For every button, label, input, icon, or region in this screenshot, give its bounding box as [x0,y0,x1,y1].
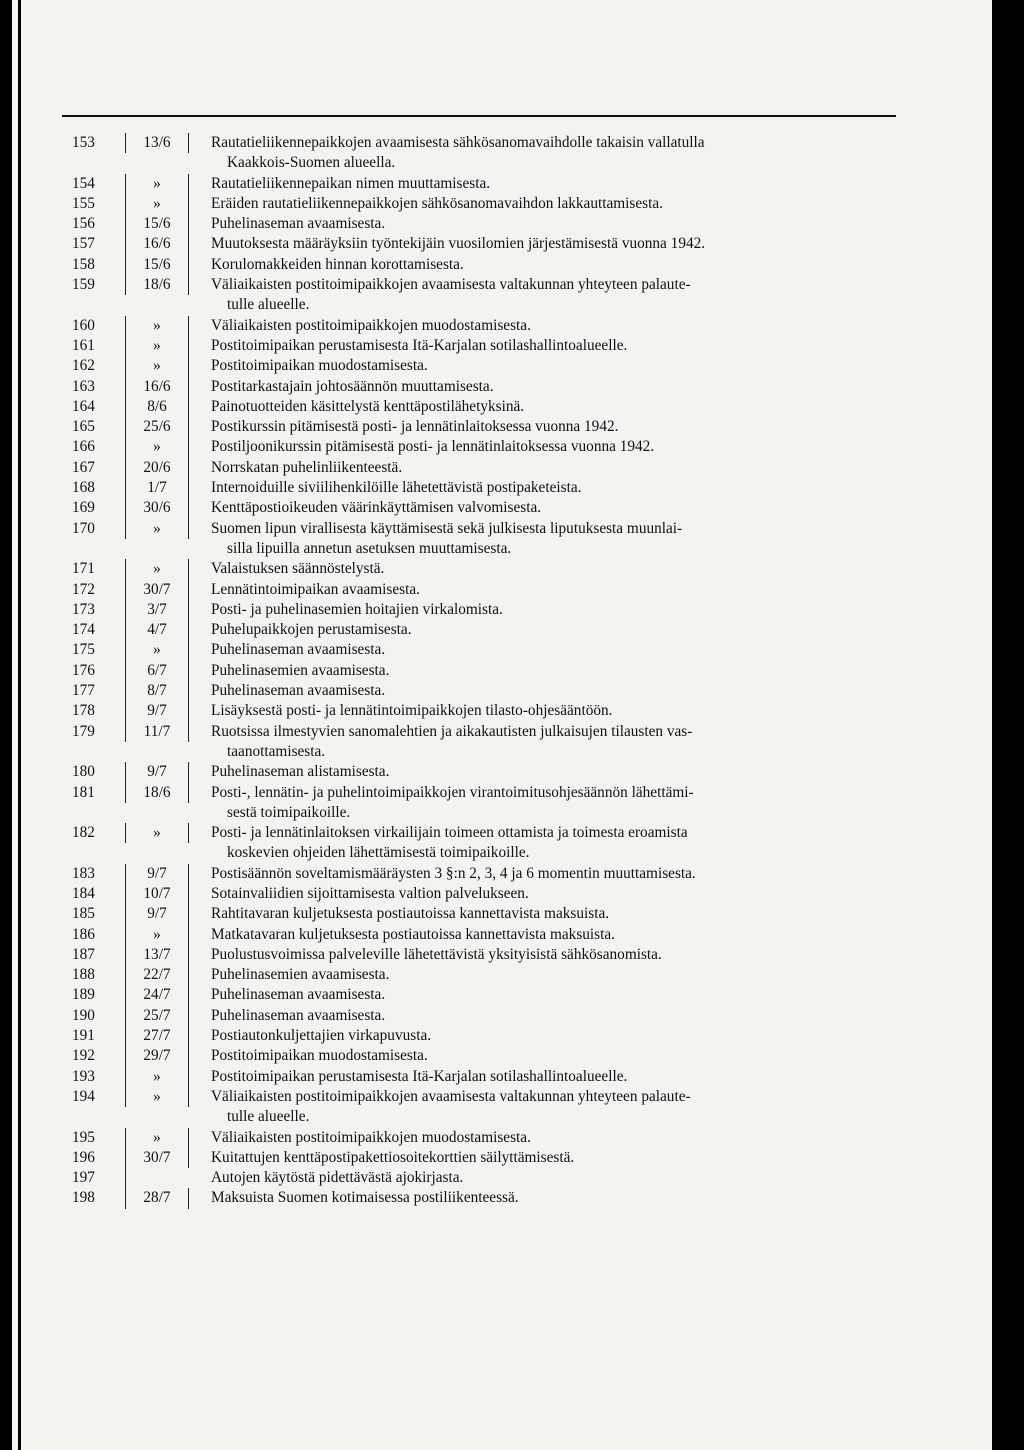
entry-description [189,783,882,824]
entry-row [62,255,882,275]
entry-number: 171 [62,559,126,579]
entry-description [189,1168,882,1188]
entry-row [62,316,882,336]
entry-date: 18/6 [126,783,189,803]
entry-number: 157 [62,234,126,254]
entry-description [189,356,882,376]
entry-description [189,965,882,985]
entry-description [189,336,882,356]
entry-number: 155 [62,194,126,214]
entry-row [62,600,882,620]
entry-description [189,945,882,965]
entry-number: 195 [62,1128,126,1148]
entry-description [189,762,882,782]
entry-number: 187 [62,945,126,965]
entry-description [189,1128,882,1148]
entry-description [189,194,882,214]
entry-number: 159 [62,275,126,295]
entry-text: Valaistuksen säännöstelystä. [211,560,385,578]
entry-text: Puhelinaseman avaamisesta. [211,682,386,700]
top-rule [62,115,896,117]
entry-description [189,661,882,681]
entry-text: Sotainvaliidien sijoittamisesta valtion palvelukseen. [211,884,529,902]
entry-row [62,458,882,478]
entry-number: 181 [62,783,126,803]
entry-number: 177 [62,681,126,701]
entry-row [62,478,882,498]
entry-date: 13/7 [126,945,189,965]
entry-description [189,1188,882,1208]
entry-row [62,985,882,1005]
entry-row [62,1006,882,1026]
entry-text-continued: sestä toimipaikoille. [227,803,351,821]
entry-description [189,681,882,701]
entry-date: 9/7 [126,701,189,721]
entry-number: 168 [62,478,126,498]
entry-description [189,1067,882,1087]
entry-row [62,640,882,660]
entry-text: Rautatieliikennepaikan nimen muuttamisesta. [211,174,491,192]
entry-date: 10/7 [126,884,189,904]
entry-text: Kuitattujen kenttäpostipakettiosoitekorttien säilyttämisestä. [211,1148,575,1166]
entry-description [189,1006,882,1026]
entry-number: 167 [62,458,126,478]
entry-text: Muutoksesta määräyksiin työntekijäin vuosilomien järjestämisestä vuonna 1942. [211,235,706,253]
entry-text: Väliaikaisten postitoimipaikkojen muodostamisesta. [211,1128,531,1146]
entry-date: 30/7 [126,580,189,600]
entry-date: 16/6 [126,377,189,397]
entry-date: 4/7 [126,620,189,640]
entry-number: 161 [62,336,126,356]
entry-number: 188 [62,965,126,985]
entry-description [189,701,882,721]
entry-row [62,194,882,214]
entry-row [62,1128,882,1148]
entry-date: » [126,519,189,539]
entry-number: 189 [62,985,126,1005]
entry-date: 24/7 [126,985,189,1005]
entry-number: 180 [62,762,126,782]
entry-description [189,417,882,437]
entry-row [62,174,882,194]
entry-row [62,356,882,376]
entry-description [189,275,882,316]
entry-description [189,1026,882,1046]
entry-text: Korulomakkeiden hinnan korottamisesta. [211,255,464,273]
entry-row [62,1168,882,1188]
entry-text: Lennätintoimipaikan avaamisesta. [211,580,420,598]
entry-date: » [126,559,189,579]
entry-date: » [126,640,189,660]
entry-row [62,437,882,457]
entry-number: 156 [62,214,126,234]
entry-description [189,985,882,1005]
entry-text: Kenttäpostioikeuden väärinkäyttämisen valvomisesta. [211,499,542,517]
entry-text: Rautatieliikennepaikkojen avaamisesta sähkösanomavaihdolle takaisin vallatulla [211,134,705,151]
scan-edge-left [18,0,21,1450]
entry-number: 190 [62,1006,126,1026]
entry-description [189,174,882,194]
entry-row [62,377,882,397]
entry-text: Puhelinasemien avaamisesta. [211,661,390,679]
entry-description [189,620,882,640]
entry-description [189,640,882,660]
entry-date: » [126,1067,189,1087]
entry-date: 28/7 [126,1188,189,1208]
entry-row [62,1046,882,1066]
entry-date: 16/6 [126,234,189,254]
entry-description [189,864,882,884]
entry-row [62,580,882,600]
entry-text: Puhelinasemien avaamisesta. [211,966,390,984]
entry-text: Postitoimipaikan perustamisesta Itä-Karjalan sotilashallintoalueelle. [211,1067,628,1085]
entry-text: Rahtitavaran kuljetuksesta postiautoissa kannettavista maksuista. [211,905,610,923]
entry-number: 193 [62,1067,126,1087]
entry-date: » [126,925,189,945]
entry-date: 6/7 [126,661,189,681]
entry-number: 198 [62,1188,126,1208]
entry-number: 197 [62,1168,126,1188]
entry-row [62,275,882,316]
entry-text: Postisäännön soveltamismääräysten 3 §:n 2, 3, 4 ja 6 momentin muuttamisesta. [211,864,696,882]
entry-description [189,377,882,397]
entry-text-continued: taanottamisesta. [227,742,326,760]
entry-date: » [126,194,189,214]
entry-number: 182 [62,823,126,843]
entry-number: 194 [62,1087,126,1107]
entry-date: 15/6 [126,255,189,275]
entry-number: 153 [62,133,126,153]
entry-row [62,864,882,884]
entry-description [189,1148,882,1168]
entry-text: Puhelinaseman avaamisesta. [211,1006,386,1024]
entry-text: Väliaikaisten postitoimipaikkojen avaamisesta valtakunnan yhteyteen palaute- [211,1087,691,1105]
entry-date: 25/7 [126,1006,189,1026]
entry-row [62,397,882,417]
entry-text: Posti- ja lennätinlaitoksen virkailijain toimeen ottamista ja toimesta eroamista [211,824,688,842]
entry-date: 18/6 [126,275,189,295]
entry-number: 165 [62,417,126,437]
entry-number: 158 [62,255,126,275]
scan-edge-right [1000,0,1003,1450]
entry-description [189,133,882,174]
entry-date: 30/6 [126,498,189,518]
entry-text: Puhelinaseman avaamisesta. [211,215,386,233]
entry-number: 162 [62,356,126,376]
entry-text: Matkatavaran kuljetuksesta postiautoissa kannettavista maksuista. [211,925,615,943]
entry-date: » [126,356,189,376]
entry-text: Posti- ja puhelinasemien hoitajien virkalomista. [211,600,503,618]
entry-row [62,904,882,924]
entry-row [62,762,882,782]
entry-date: 27/7 [126,1026,189,1046]
entry-row [62,234,882,254]
entry-row [62,722,882,763]
entry-date: 11/7 [126,722,189,742]
entry-text-continued: silla lipuilla annetun asetuksen muuttamisesta. [227,539,512,557]
entry-description [189,437,882,457]
entry-text-continued: tulle alueelle. [227,1108,310,1126]
entry-text-continued: tulle alueelle. [227,296,310,314]
entry-description [189,559,882,579]
entry-date: 8/7 [126,681,189,701]
entry-number: 170 [62,519,126,539]
entry-row [62,1026,882,1046]
entry-row [62,620,882,640]
entry-date: 29/7 [126,1046,189,1066]
entry-row [62,133,882,174]
entry-text: Ruotsissa ilmestyvien sanomalehtien ja aikakautisten julkaisujen tilausten vas- [211,722,693,740]
entry-description [189,234,882,254]
entry-number: 186 [62,925,126,945]
entry-table [62,133,882,1209]
entry-number: 172 [62,580,126,600]
entry-number: 179 [62,722,126,742]
entry-text: Painotuotteiden käsittelystä kenttäpostilähetyksinä. [211,397,525,415]
entry-number: 160 [62,316,126,336]
entry-row [62,498,882,518]
entry-row [62,336,882,356]
entry-description [189,904,882,924]
entry-date: 1/7 [126,478,189,498]
entry-text-continued: koskevien ohjeiden lähettämisestä toimipaikoille. [227,844,530,862]
entry-date: » [126,1128,189,1148]
entry-text: Autojen käytöstä pidettävästä ajokirjasta. [211,1169,464,1187]
entry-text: Puhelinaseman avaamisesta. [211,986,386,1004]
entry-description [189,316,882,336]
entry-row [62,884,882,904]
entry-description [189,519,882,560]
entry-number: 184 [62,884,126,904]
entry-date: 9/7 [126,864,189,884]
entry-row [62,823,882,864]
entry-text-continued: Kaakkois-Suomen alueella. [227,154,396,172]
entry-row [62,925,882,945]
entry-number: 185 [62,904,126,924]
entry-text: Eräiden rautatieliikennepaikkojen sähkösanomavaihdon lakkauttamisesta. [211,194,663,212]
entry-row [62,965,882,985]
entry-number: 154 [62,174,126,194]
entry-number: 175 [62,640,126,660]
entry-description [189,255,882,275]
entry-text: Postikurssin pitämisestä posti- ja lennätinlaitoksessa vuonna 1942. [211,418,619,436]
entry-text: Lisäyksestä posti- ja lennätintoimipaikkojen tilasto-ohjesääntöön. [211,702,613,720]
entry-text: Väliaikaisten postitoimipaikkojen avaamisesta valtakunnan yhteyteen palaute- [211,276,691,294]
entry-date: » [126,174,189,194]
entry-description [189,925,882,945]
entry-row [62,214,882,234]
entry-text: Suomen lipun virallisesta käyttämisestä sekä julkisesta liputuksesta muunlai- [211,519,683,537]
entry-row [62,681,882,701]
entry-text: Puhelinaseman avaamisesta. [211,641,386,659]
entry-text: Postitoimipaikan perustamisesta Itä-Karjalan sotilashallintoalueelle. [211,336,628,354]
entry-description [189,214,882,234]
entry-date: 30/7 [126,1148,189,1168]
entry-description [189,722,882,763]
entry-row [62,661,882,681]
entry-description [189,1087,882,1128]
entry-text: Puhelinaseman alistamisesta. [211,763,390,781]
entry-number: 196 [62,1148,126,1168]
entry-number: 191 [62,1026,126,1046]
entry-date: 25/6 [126,417,189,437]
entry-number: 166 [62,437,126,457]
entry-date: 20/6 [126,458,189,478]
entry-text: Postitoimipaikan muodostamisesta. [211,357,428,375]
entry-number: 174 [62,620,126,640]
entry-text: Postitarkastajain johtosäännön muuttamisesta. [211,377,494,395]
entry-row [62,559,882,579]
entry-date: 8/6 [126,397,189,417]
entry-description [189,478,882,498]
entry-row [62,1148,882,1168]
entry-description [189,397,882,417]
entry-text: Norrskatan puhelinliikenteestä. [211,458,403,476]
entry-text: Postiautonkuljettajien virkapuvusta. [211,1027,432,1045]
entry-text: Postitoimipaikan muodostamisesta. [211,1047,428,1065]
entry-description [189,1046,882,1066]
entry-number: 173 [62,600,126,620]
entry-row [62,1067,882,1087]
entry-description [189,600,882,620]
entry-row [62,1188,882,1208]
entry-number: 178 [62,701,126,721]
entry-row [62,1087,882,1128]
entry-text: Puolustusvoimissa palveleville lähetettävistä yksityisistä sähkösanomista. [211,945,662,963]
entry-date: 22/7 [126,965,189,985]
entry-row [62,945,882,965]
entry-date: 15/6 [126,214,189,234]
entry-text: Postiljoonikurssin pitämisestä posti- ja lennätinlaitoksessa vuonna 1942. [211,438,655,456]
entry-date: » [126,336,189,356]
entry-date: 9/7 [126,904,189,924]
entry-text: Väliaikaisten postitoimipaikkojen muodostamisesta. [211,316,531,334]
entry-date: » [126,1087,189,1107]
entry-number: 183 [62,864,126,884]
entry-number: 192 [62,1046,126,1066]
entry-date: 13/6 [126,133,189,153]
entry-number: 176 [62,661,126,681]
entry-date: 9/7 [126,762,189,782]
entry-text: Posti-, lennätin- ja puhelintoimipaikkojen virantoimitusohjesäännön lähettämi- [211,783,694,801]
entry-date: » [126,316,189,336]
entry-row [62,783,882,824]
entry-row [62,701,882,721]
entry-date: » [126,823,189,843]
entry-number: 163 [62,377,126,397]
entry-date: » [126,437,189,457]
entry-text: Puhelupaikkojen perustamisesta. [211,621,412,639]
entry-description [189,823,882,864]
entry-date: 3/7 [126,600,189,620]
entry-description [189,580,882,600]
entry-number: 169 [62,498,126,518]
entry-text: Maksuista Suomen kotimaisessa postiliikenteessä. [211,1189,519,1207]
entry-row [62,417,882,437]
entry-text: Internoiduille siviilihenkilöille lähetettävistä postipaketeista. [211,479,582,497]
entry-description [189,458,882,478]
entry-description [189,884,882,904]
entry-number: 164 [62,397,126,417]
entry-description [189,498,882,518]
entry-row [62,519,882,560]
